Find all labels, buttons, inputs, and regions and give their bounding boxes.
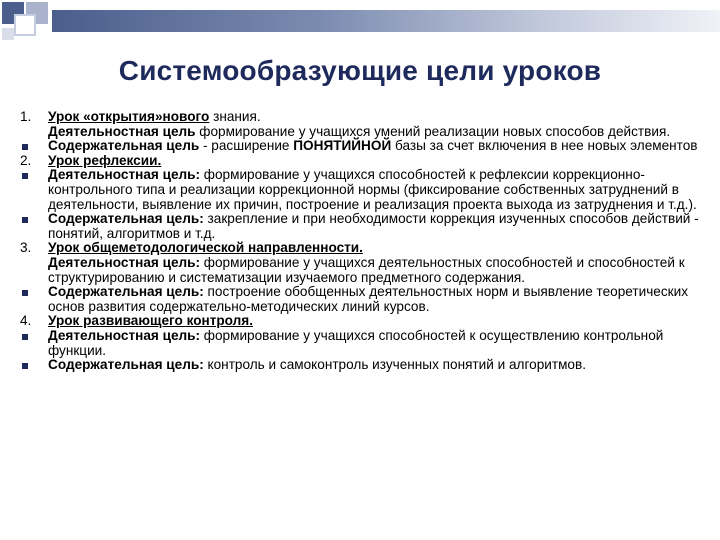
goal-text: формирование у учащихся способностей к осуществлению контрольной функции. [48,327,664,358]
goal-label: Деятельностная цель [48,123,196,139]
lesson-type: Урок общеметодологической направленности. [48,240,363,256]
goal-label: Деятельностная цель: [48,254,201,270]
goal-label: Содержательная цель: [48,284,204,300]
decor-square-3 [14,14,36,36]
goal-label: Деятельностная цель: [48,327,201,343]
goals-list [20,110,700,373]
list-item [20,314,700,329]
goal-label: Содержательная цель: [48,211,204,227]
lesson-suffix: знания. [209,109,261,124]
goal-text: формирование у учащихся умений реализации новых способов действия. [195,123,671,139]
list-item [20,329,700,358]
goal-text: формирование у учащихся способностей к рефлексии коррекционно-контрольного типа и реализации коррекционной нормы (фиксирование собственных затруднений в деятельности, выявление их причин, построение и реализация проекта выхода из затруднения и т.д.). [48,167,697,212]
square-bullet-icon [22,173,28,179]
lesson-type: Урок «открытия»нового [48,109,210,124]
square-bullet-icon [22,217,28,223]
slide-title: Системообразующие цели уроков [118,55,602,86]
square-bullet-icon [22,290,28,296]
square-bullet-icon [22,363,28,369]
list-number: 3. [20,240,32,256]
goal-label: Деятельностная цель: [48,167,201,183]
goal-label: Содержательная цель: [48,357,204,373]
list-number: 2. [20,152,32,168]
lesson-type: Урок развивающего контроля. [48,313,253,329]
goal-text: базы за счет включения в нее новых элементов [391,138,698,154]
header-gradient-bar [52,10,720,32]
list-item [20,110,700,139]
list-number: 4. [20,313,32,329]
goal-text: построение обобщенных деятельностных норм и выявление теоретических основ развития содержательно-методических линий курсов. [48,284,688,314]
list-item [20,139,700,154]
list-item [20,168,700,212]
list-item [20,154,700,169]
square-bullet-icon [22,144,28,150]
goal-label: Содержательная цель [48,138,200,154]
goal-highlight: ПОНЯТИЙНОЙ [293,138,392,154]
list-item [20,285,700,314]
list-number: 1. [20,109,32,124]
square-bullet-icon [22,334,28,340]
goal-text: контроль и самоконтроль изученных понятий и алгоритмов. [203,357,586,373]
goal-text: - расширение [199,138,294,154]
sub-goal [48,256,700,285]
list-item [20,358,700,373]
decor-square-4 [2,28,14,40]
list-item [20,212,700,241]
lesson-type: Урок рефлексии. [48,152,162,168]
goal-text: закрепление и при необходимости коррекция изученных способов действий - понятий, алгоритмов и т.д. [48,211,699,241]
goal-text: формирование у учащихся деятельностных способностей и способностей к структурированию и систематизации изучаемого предметного содержания. [48,254,685,285]
sub-goal [48,125,700,140]
list-item [20,241,700,285]
